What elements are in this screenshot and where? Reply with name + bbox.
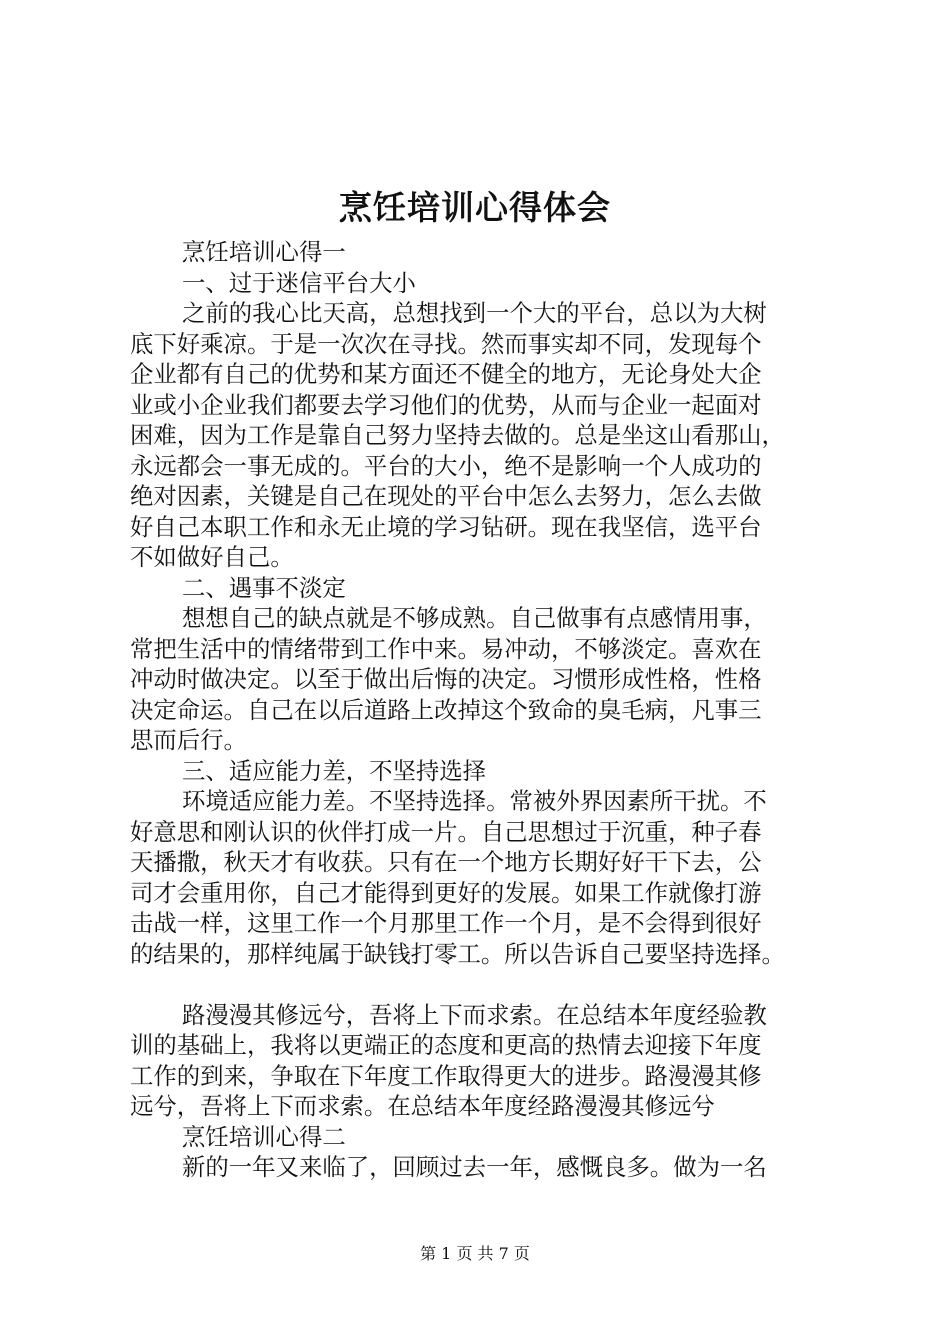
text-line: 工作的到来，争取在下年度工作取得更大的进步。路漫漫其修 [130, 1061, 762, 1090]
text-line: 常把生活中的情绪带到工作中来。易冲动，不够淡定。喜欢在 [130, 634, 762, 663]
text-line: 击战一样，这里工作一个月那里工作一个月，是不会得到很好 [130, 909, 762, 937]
text-line: 好自己本职工作和永无止境的学习钻研。现在我坚信，选平台 [130, 512, 762, 541]
text-line: 不如做好自己。 [130, 543, 294, 571]
blank-line [130, 969, 832, 1000]
text-line: 决定命运。自己在以后道路上改掉这个致命的臭毛病，凡事三 [130, 695, 762, 724]
text-line: 环境适应能力差。不坚持选择。常被外界因素所干扰。不 [182, 787, 767, 815]
text-line: 的结果的，那样纯属于缺钱打零工。所以告诉自己要坚持选择。 [130, 939, 785, 968]
text-line: 思而后行。 [130, 726, 247, 754]
page-footer: 第 1 页 共 7 页 [420, 1244, 530, 1263]
text-line: 烹饪培训心得一 [182, 238, 346, 266]
text-line: 想想自己的缺点就是不够成熟。自己做事有点感情用事， [182, 604, 767, 632]
text-line: 路漫漫其修远兮，吾将上下而求索。在总结本年度经验教 [182, 1000, 767, 1029]
text-line: 烹饪培训心得二 [182, 1122, 346, 1151]
text-line: 一、过于迷信平台大小 [182, 268, 416, 297]
text-line: 新的一年又来临了，回顾过去一年，感慨良多。做为一名 [182, 1153, 767, 1181]
text-line: 绝对因素，关键是自己在现处的平台中怎么去努力，怎么去做 [130, 482, 762, 510]
text-line: 永远都会一事无成的。平台的大小，绝不是影响一个人成功的 [130, 451, 762, 480]
text-line: 三、适应能力差，不坚持选择 [182, 756, 487, 785]
text-line: 困难，因为工作是靠自己努力坚持去做的。总是坐这山看那山， [130, 421, 785, 449]
text-line: 天播撒，秋天才有收获。只有在一个地方长期好好干下去，公 [130, 848, 762, 876]
text-line: 底下好乘凉。于是一次次在寻找。然而事实却不同，发现每个 [130, 329, 762, 358]
text-line: 司才会重用你，自己才能得到更好的发展。如果工作就像打游 [130, 878, 762, 907]
text-line: 好意思和刚认识的伙伴打成一片。自己思想过于沉重，种子春 [130, 817, 762, 846]
text-line: 企业都有自己的优势和某方面还不健全的地方，无论身处大企 [130, 360, 762, 388]
document-body [130, 237, 832, 1183]
text-line: 之前的我心比天高，总想找到一个大的平台，总以为大树 [182, 299, 767, 327]
text-line: 训的基础上，我将以更端正的态度和更高的热情去迎接下年度 [130, 1031, 762, 1059]
document-title: 烹饪培训心得体会 [339, 188, 611, 227]
text-line: 远兮，吾将上下而求索。在总结本年度经路漫漫其修远兮 [130, 1092, 715, 1120]
text-line: 业或小企业我们都要去学习他们的优势，从而与企业一起面对 [130, 390, 762, 419]
text-line: 二、遇事不淡定 [182, 573, 346, 602]
text-line: 冲动时做决定。以至于做出后悔的决定。习惯形成性格，性格 [130, 665, 762, 693]
